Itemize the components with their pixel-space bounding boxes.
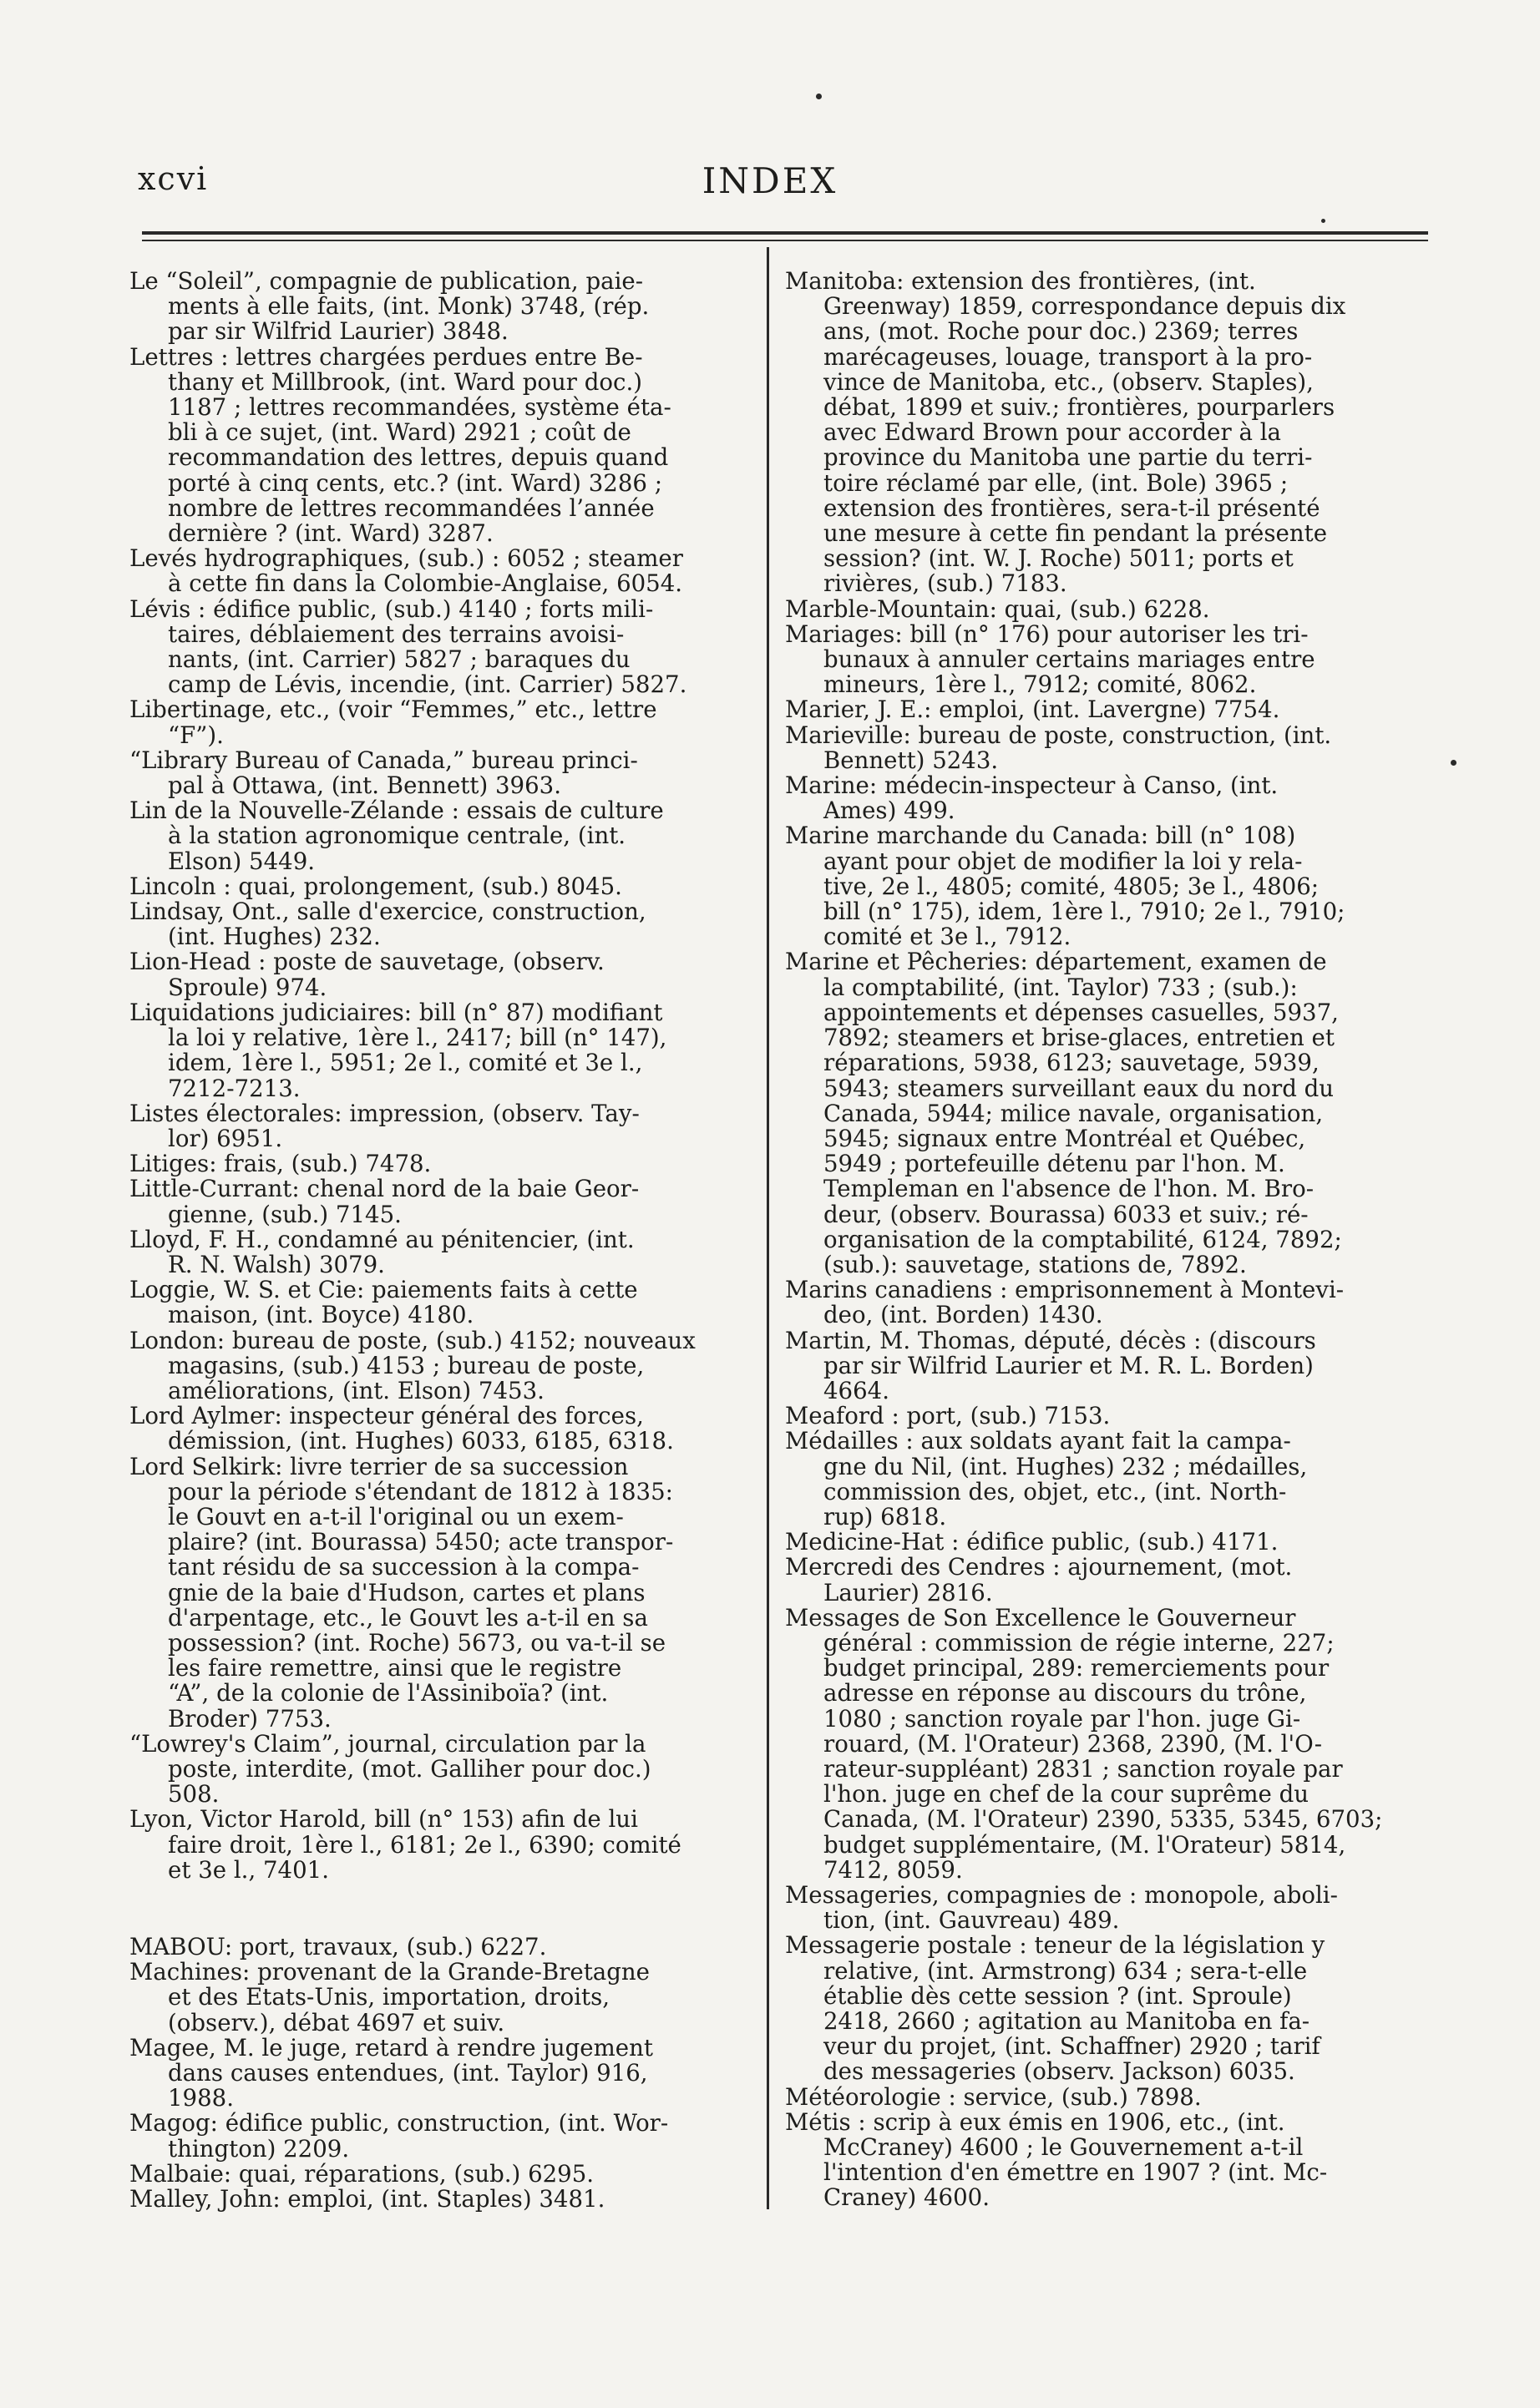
header-rule-thin: [142, 240, 1428, 241]
index-entry: Météorologie : service, (sub.) 7898.: [785, 2082, 1202, 2111]
index-entry: Messages de Son Excellence le Gouverneur général : commission de régie interne, 227; budget principal, 289: remerciements pour adresse en réponse au discours du trône, 1080 ; sanction royale par l'hon. juge Gi- rouard, (M. l'Orateur) 2368, 2390, (M. l'O- rateur-suppléant) 2831 ; sanction royale par l'hon. juge en chef de la cour suprême du Canada, (M. l'Orateur) 2390, 5335, 5345, 6703; budget supplémentaire, (M. l'Orateur) 5814, 7412, 8059.: [785, 1603, 1383, 1884]
index-entry: Marine: médecin-inspecteur à Canso, (int. Ames) 499.: [785, 771, 1279, 825]
index-entry: Malley, John: emploi, (int. Staples) 3481.: [129, 2185, 605, 2213]
index-entry: Marine et Pêcheries: département, examen de la comptabilité, (int. Taylor) 733 ; (sub.): appointements et dépenses casuelles, 5937, 7892; steamers et brise-glaces, entretien et réparations, 5938, 6123; sauvetage, 5939, 5943; steamers surveillant eaux du nord du Canada, 5944; milice navale, organisation, 5945; signaux entre Montréal et Québec, 5949 ; portefeuille détenu par l'hon. M. Templeman en l'absence de l'hon. M. Bro- deur, (observ. Bourassa) 6033 et suiv.; ré- organisation de la comptabilité, 6124, 7892; (sub.): sauvetage, stations de, 7892.: [785, 948, 1342, 1278]
index-entry: Litiges: frais, (sub.) 7478.: [129, 1150, 432, 1178]
index-column-right: [785, 269, 1418, 2211]
index-entry: Lord Aylmer: inspecteur général des forces, démission, (int. Hughes) 6033, 6185, 6318.: [129, 1402, 674, 1455]
page-number: xcvi: [138, 160, 209, 197]
index-entry: Lord Selkirk: livre terrier de sa succession pour la période s'étendant de 1812 à 1835: le Gouvt en a-t-il l'original ou un exem- plaire? (int. Bourassa) 5450; acte transpor- tant résidu de sa succession à la compa- gnie de la baie d'Hudson, cartes et plans d'arpentage, etc., le Gouvt les a-t-il en sa possession? (int. Roche) 5673, ou va-t-il se les faire remettre, ainsi que le registre “A”, de la colonie de l'Assiniboïa? (int. Broder) 7753.: [129, 1452, 674, 1733]
index-entry: Lindsay, Ont., salle d'exercice, construction, (int. Hughes) 232.: [129, 898, 646, 951]
index-entry: Meaford : port, (sub.) 7153.: [785, 1402, 1111, 1430]
index-entry: Libertinage, etc., (voir “Femmes,” etc., lettre “F”).: [129, 696, 657, 749]
page-title: INDEX: [702, 160, 838, 201]
index-entry: London: bureau de poste, (sub.) 4152; nouveaux magasins, (sub.) 4153 ; bureau de poste, améliorations, (int. Elson) 7453.: [129, 1326, 696, 1404]
index-entry: Messageries, compagnies de : monopole, aboli- tion, (int. Gauvreau) 489.: [785, 1881, 1338, 1935]
index-entry: “Library Bureau of Canada,” bureau princi- pal à Ottawa, (int. Bennett) 3963.: [129, 746, 638, 800]
index-entry: Marins canadiens : emprisonnement à Montevi- deo, (int. Borden) 1430.: [785, 1276, 1345, 1329]
index-entry: Marieville: bureau de poste, construction, (int. Bennett) 5243.: [785, 721, 1332, 774]
index-entry: Magee, M. le juge, retard à rendre jugement dans causes entendues, (int. Taylor) 916, 1988.: [129, 2033, 653, 2112]
index-entry: Liquidations judiciaires: bill (n° 87) modifiant la loi y relative, 1ère l., 2417; bill (n° 147), idem, 1ère l., 5951; 2e l., comité et 3e l., 7212-7213.: [129, 998, 667, 1102]
index-entry: Marier, J. E.: emploi, (int. Lavergne) 7754.: [785, 696, 1280, 724]
index-entry: Lettres : lettres chargées perdues entre Be- thany et Millbrook, (int. Ward pour doc.) 1187 ; lettres recommandées, système éta- bli à ce sujet, (int. Ward) 2921 ; coût de recommandation des lettres, depuis quand porté à cinq cents, etc.? (int. Ward) 3286 ; nombre de lettres recommandées l’année dernière ? (int. Ward) 3287.: [129, 342, 671, 548]
index-entry: Malbaie: quai, réparations, (sub.) 6295.: [129, 2159, 595, 2188]
header-rule-thick: [142, 231, 1428, 235]
index-entry: Lyon, Victor Harold, bill (n° 153) afin de lui faire droit, 1ère l., 6181; 2e l., 6390; comité et 3e l., 7401.: [129, 1805, 681, 1884]
index-entry: Machines: provenant de la Grande-Bretagne et des Etats-Unis, importation, droits, (observ.), débat 4697 et suiv.: [129, 1958, 651, 2036]
section-gap: [129, 1883, 756, 1935]
index-entry: MABOU: port, travaux, (sub.) 6227.: [129, 1933, 547, 1960]
index-entry: Médailles : aux soldats ayant fait la campa- gne du Nil, (int. Hughes) 232 ; médailles, commission des, objet, etc., (int. North- rup) 6818.: [785, 1427, 1308, 1530]
index-entry: Loggie, W. S. et Cie: paiements faits à cette maison, (int. Boyce) 4180.: [129, 1276, 638, 1329]
index-entry: Listes électorales: impression, (observ. Tay- lor) 6951.: [129, 1099, 640, 1152]
index-entry: Métis : scrip à eux émis en 1906, etc., (int. McCraney) 4600 ; le Gouvernement a-t-il l'intention d'en émettre en 1907 ? (int. Mc- Craney) 4600.: [785, 2107, 1328, 2212]
speck-top: [816, 94, 822, 99]
index-entry: Martin, M. Thomas, député, décès : (discours par sir Wilfrid Laurier et M. R. L. Borden) 4664.: [785, 1326, 1316, 1404]
index-entry: Manitoba: extension des frontières, (int. Greenway) 1859, correspondance depuis dix ans, (mot. Roche pour doc.) 2369; terres marécageuses, louage, transport à la pro- vince de Manitoba, etc., (observ. Staples), débat, 1899 et suiv.; frontières, pourparlers avec Edward Brown pour accorder à la province du Manitoba une partie du terri- toire réclamé par elle, (int. Bole) 3965 ; extension des frontières, sera-t-il présenté une mesure à cette fin pendant la présente session? (int. W. J. Roche) 5011; ports et rivières, (sub.) 7183.: [785, 267, 1346, 598]
index-column-left: [129, 269, 756, 2212]
index-entry: Levés hydrographiques, (sub.) : 6052 ; steamer à cette fin dans la Colombie-Anglaise, 6054.: [129, 544, 683, 598]
index-entry: “Lowrey's Claim”, journal, circulation par la poste, interdite, (mot. Galliher pour doc.) 508.: [129, 1729, 651, 1809]
index-entry: Marine marchande du Canada: bill (n° 108) ayant pour objet de modifier la loi y rela- tive, 2e l., 4805; comité, 4805; 3e l., 4806; bill (n° 175), idem, 1ère l., 7910; 2e l., 7910; comité et 3e l., 7912.: [785, 822, 1345, 951]
index-entry: Messagerie postale : teneur de la législation y relative, (int. Armstrong) 634 ; sera-t-elle établie dès cette session ? (int. Sproule) 2418, 2660 ; agitation au Manitoba en fa- veur du projet, (int. Schaffner) 2920 ; tarif des messageries (observ. Jackson) 6035.: [785, 1931, 1325, 2086]
index-entry: Le “Soleil”, compagnie de publication, paie- ments à elle faits, (int. Monk) 3748, (rép. par sir Wilfrid Laurier) 3848.: [129, 267, 650, 346]
column-divider: [767, 247, 769, 2209]
index-entry: Little-Currant: chenal nord de la baie Geor- gienne, (sub.) 7145.: [129, 1175, 640, 1228]
index-entry: Lloyd, F. H., condamné au pénitencier, (int. R. N. Walsh) 3079.: [129, 1225, 635, 1278]
index-entry: Mercredi des Cendres : ajournement, (mot. Laurier) 2816.: [785, 1553, 1293, 1606]
index-entry: Lion-Head : poste de sauvetage, (observ. Sproule) 974.: [129, 948, 605, 1001]
index-entry: Lin de la Nouvelle-Zélande : essais de culture à la station agronomique centrale, (int. Elson) 5449.: [129, 797, 664, 875]
speck-divider: [1321, 219, 1325, 223]
index-entry: Magog: édifice public, construction, (int. Wor- thington) 2209.: [129, 2109, 669, 2163]
index-entry: Marble-Mountain: quai, (sub.) 6228.: [785, 594, 1210, 623]
index-entry: Lincoln : quai, prolongement, (sub.) 8045.: [129, 872, 622, 900]
index-entry: Mariages: bill (n° 176) pour autoriser les tri- bunaux à annuler certains mariages entre mineurs, 1ère l., 7912; comité, 8062.: [785, 620, 1315, 699]
speck-right: [1451, 760, 1456, 766]
index-entry: Lévis : édifice public, (sub.) 4140 ; forts mili- taires, déblaiement des terrains avoisi- nants, (int. Carrier) 5827 ; baraques du camp de Lévis, incendie, (int. Carrier) 5827.: [129, 594, 687, 699]
index-entry: Medicine-Hat : édifice public, (sub.) 4171.: [785, 1528, 1279, 1556]
